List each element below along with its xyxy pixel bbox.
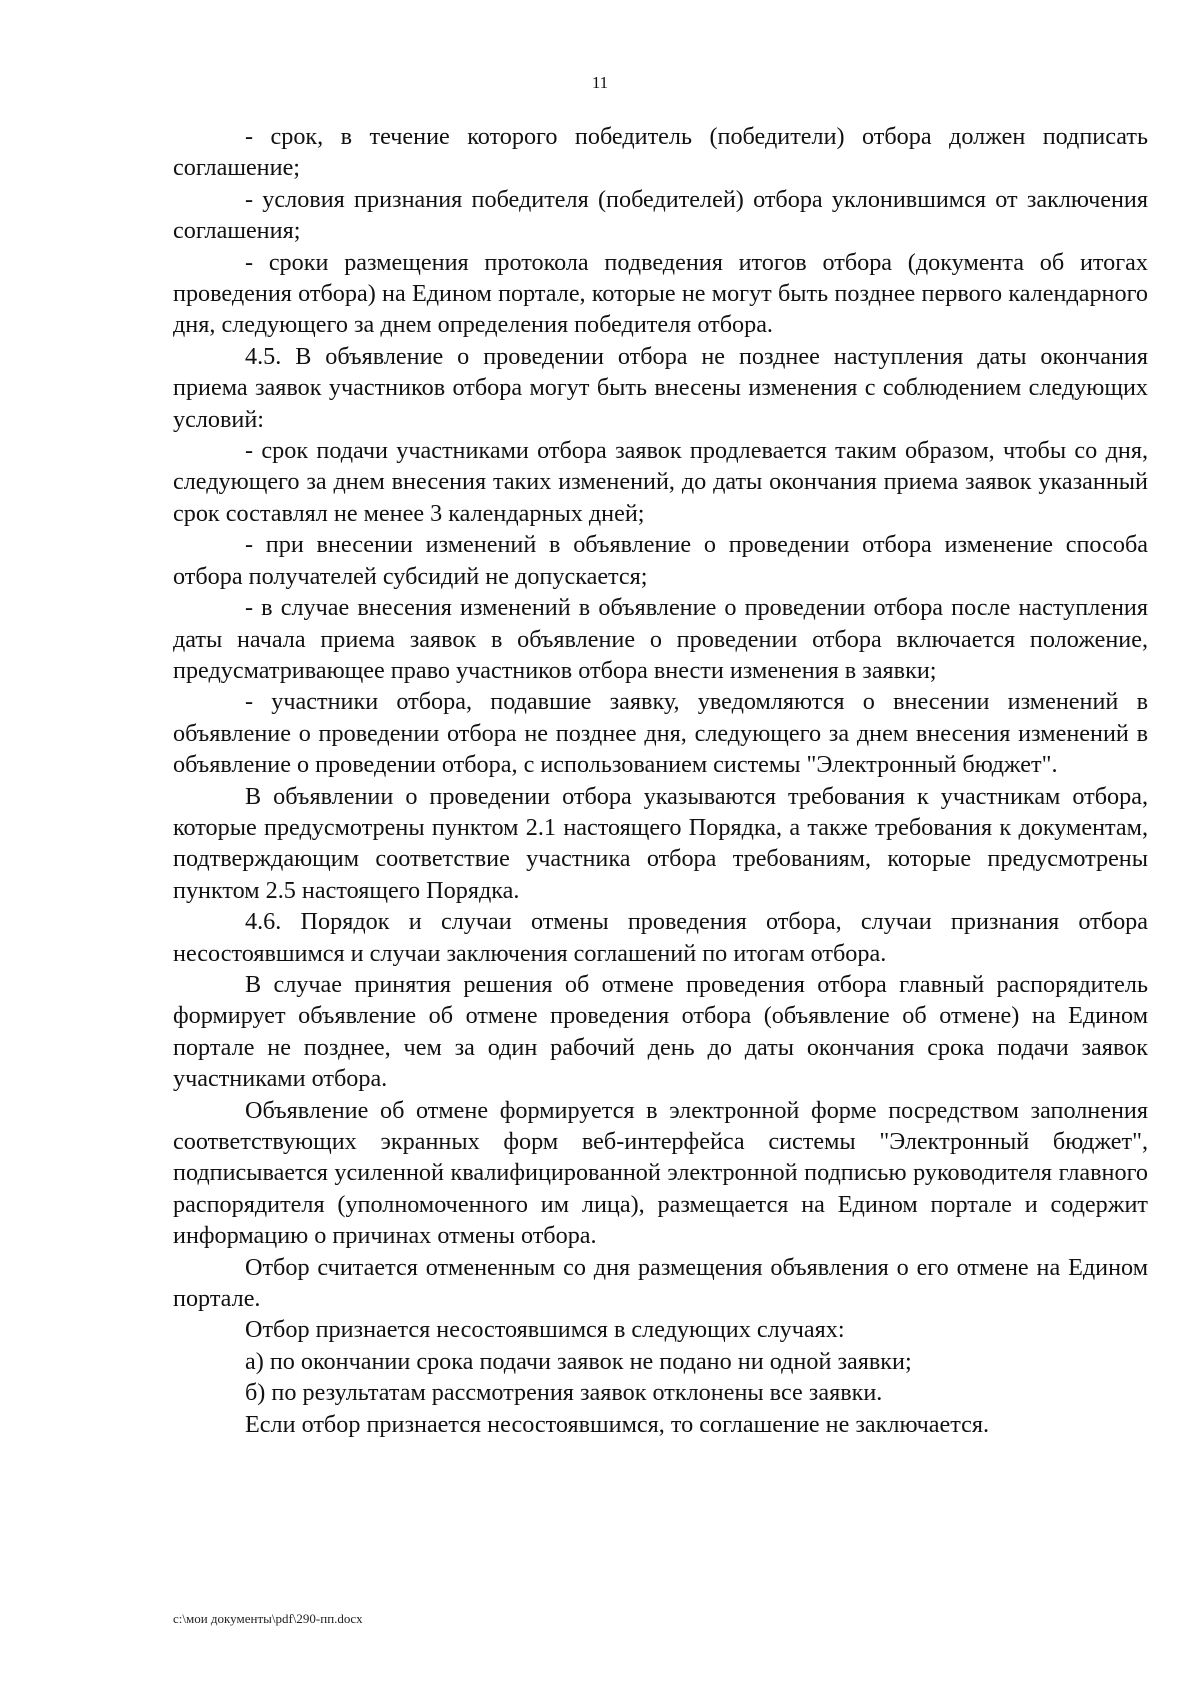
- paragraph: В объявлении о проведении отбора указываются требования к участникам отбора, которые предусмотрены пунктом 2.1 настоящего Порядка, а также требования к документам, подтверждающим соответствие участника отбора требованиям, которые предусмотрены пунктом 2.5 настоящего Порядка.: [173, 782, 1148, 904]
- paragraph: а) по окончании срока подачи заявок не подано ни одной заявки;: [245, 1347, 912, 1375]
- paragraph: - в случае внесения изменений в объявление о проведении отбора после наступления даты начала приема заявок в объявление о проведении отбора включается положение, предусматривающее право участников отбора внести изменения в заявки;: [173, 594, 1148, 684]
- paragraph: - участники отбора, подавшие заявку, уведомляются о внесении изменений в объявление о проведении отбора не позднее дня, следующего за днем внесения изменений в объявление о проведении отбора, с использованием системы "Электронный бюджет".: [173, 688, 1148, 779]
- document-body: [173, 121, 1148, 1440]
- paragraph: Отбор считается отмененным со дня размещения объявления о его отмене на Едином портале.: [173, 1253, 1148, 1313]
- paragraph: - срок, в течение которого победитель (победители) отбора должен подписать соглашение;: [173, 123, 1148, 182]
- paragraph: - сроки размещения протокола подведения итогов отбора (документа об итогах проведения отбора) на Едином портале, которые не могут быть позднее первого календарного дня, следующего за днем определения победителя отбора.: [173, 248, 1148, 339]
- paragraph: - срок подачи участниками отбора заявок продлевается таким образом, чтобы со дня, следующего за днем внесения таких изменений, до даты окончания приема заявок указанный срок составлял не менее 3 календарных дней;: [173, 437, 1148, 527]
- paragraph: - условия признания победителя (победителей) отбора уклонившимся от заключения соглашения;: [173, 185, 1148, 245]
- paragraph: 4.5. В объявление о проведении отбора не позднее наступления даты окончания приема заявок участников отбора могут быть внесены изменения с соблюдением следующих условий:: [173, 342, 1148, 433]
- page-number: 11: [591, 73, 609, 92]
- footer-file-path: c:\мои документы\pdf\290-пп.docx: [173, 1611, 363, 1626]
- paragraph: В случае принятия решения об отмене проведения отбора главный распорядитель формирует объявление об отмене проведения отбора (объявление об отмене) на Едином портале не позднее, чем за один рабочий день до даты окончания срока подачи заявок участниками отбора.: [173, 970, 1148, 1093]
- paragraph: Если отбор признается несостоявшимся, то соглашение не заключается.: [245, 1410, 990, 1438]
- paragraph: б) по результатам рассмотрения заявок отклонены все заявки.: [245, 1379, 883, 1407]
- paragraph: Отбор признается несостоявшимся в следующих случаях:: [245, 1316, 845, 1344]
- paragraph: Объявление об отмене формируется в электронной форме посредством заполнения соответствующих экранных форм веб-интерфейса системы "Электронный бюджет", подписывается усиленной квалифицированной электронной подписью руководителя главного распорядителя (уполномоченного им лица), размещается на Едином портале и содержит информацию о причинах отмены отбора.: [173, 1096, 1148, 1250]
- paragraph: - при внесении изменений в объявление о проведении отбора изменение способа отбора получателей субсидий не допускается;: [173, 531, 1148, 590]
- paragraph: 4.6. Порядок и случаи отмены проведения отбора, случаи признания отбора несостоявшимся и случаи заключения соглашений по итогам отбора.: [173, 908, 1148, 967]
